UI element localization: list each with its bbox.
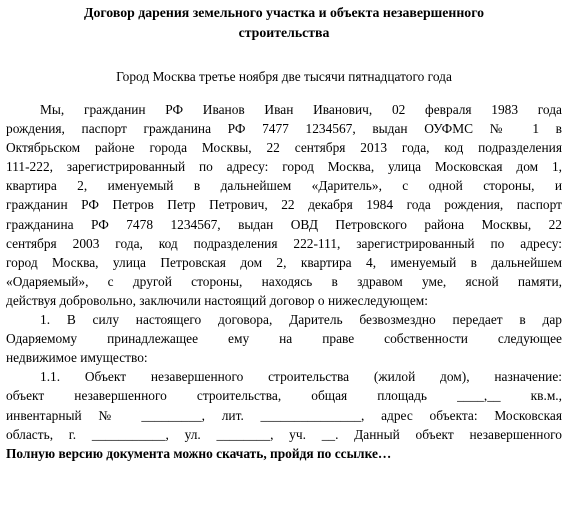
text-line: «Одаряемый», с другой стороны, находясь в здравом уме, ясной памяти, bbox=[6, 273, 562, 289]
city-date-line: Город Москва третье ноября две тысячи пятнадцатого года bbox=[116, 69, 452, 84]
document-title bbox=[6, 0, 562, 43]
text-line: объект незавершенного строительства, общая площадь ____,__ кв.м., bbox=[6, 388, 562, 404]
text-line: сентября 2003 года, код подразделения 222-111, зарегистрированный по адресу: bbox=[6, 235, 562, 251]
text-line: 1.1. Объект незавершенного строительства (жилой дом), назначение: bbox=[40, 369, 562, 385]
title-line: строительства bbox=[238, 25, 330, 40]
title-line: Договор дарения земельного участка и объекта незавершенного bbox=[83, 5, 485, 20]
text-line: гражданин РФ Петров Петр Петрович, 22 декабря 1984 года рождения, паспорт bbox=[6, 197, 562, 213]
text-line: Октябрьском районе города Москвы, 22 сентября 2013 года, код подразделения bbox=[6, 140, 562, 156]
clause-1-paragraph bbox=[6, 310, 562, 367]
text-line: инвентарный № _________, лит. _______________, адрес объекта: Московская bbox=[6, 407, 562, 423]
preamble-paragraph bbox=[6, 100, 562, 310]
text-line: недвижимое имущество: bbox=[6, 350, 148, 366]
text-line: область, г. ___________, ул. ________, уч. __. Данный объект незавершенного bbox=[6, 426, 562, 442]
download-full-version-link[interactable]: Полную версию документа можно скачать, пройдя по ссылке… bbox=[6, 445, 392, 461]
document-body bbox=[6, 100, 562, 463]
text-line: гражданина РФ 7478 1234567, выдан ОВД Петровского района Москвы, 22 bbox=[6, 216, 562, 232]
text-line: действуя добровольно, заключили настоящий договор о нижеследующем: bbox=[6, 292, 428, 308]
text-line: квартира 2, именуемый в дальнейшем «Даритель», с одной стороны, и bbox=[6, 178, 562, 194]
text-line: город Москва, улица Петровская дом 2, квартира 4, именуемый в дальнейшем bbox=[6, 254, 562, 270]
text-line: 1. В силу настоящего договора, Даритель безвозмездно передает в дар bbox=[40, 312, 562, 328]
text-line: рождения, паспорт гражданина РФ 7477 1234567, выдан ОУФМС № 1 в bbox=[6, 121, 562, 137]
clause-1-1-paragraph bbox=[6, 367, 562, 443]
text-line: 111-222, зарегистрированный по адресу: город Москва, улица Московская дом 1, bbox=[6, 159, 562, 175]
text-line: Мы, гражданин РФ Иванов Иван Иванович, 02 февраля 1983 года bbox=[40, 102, 562, 117]
text-line: Одаряемому принадлежащее ему на праве собственности следующее bbox=[6, 331, 562, 347]
